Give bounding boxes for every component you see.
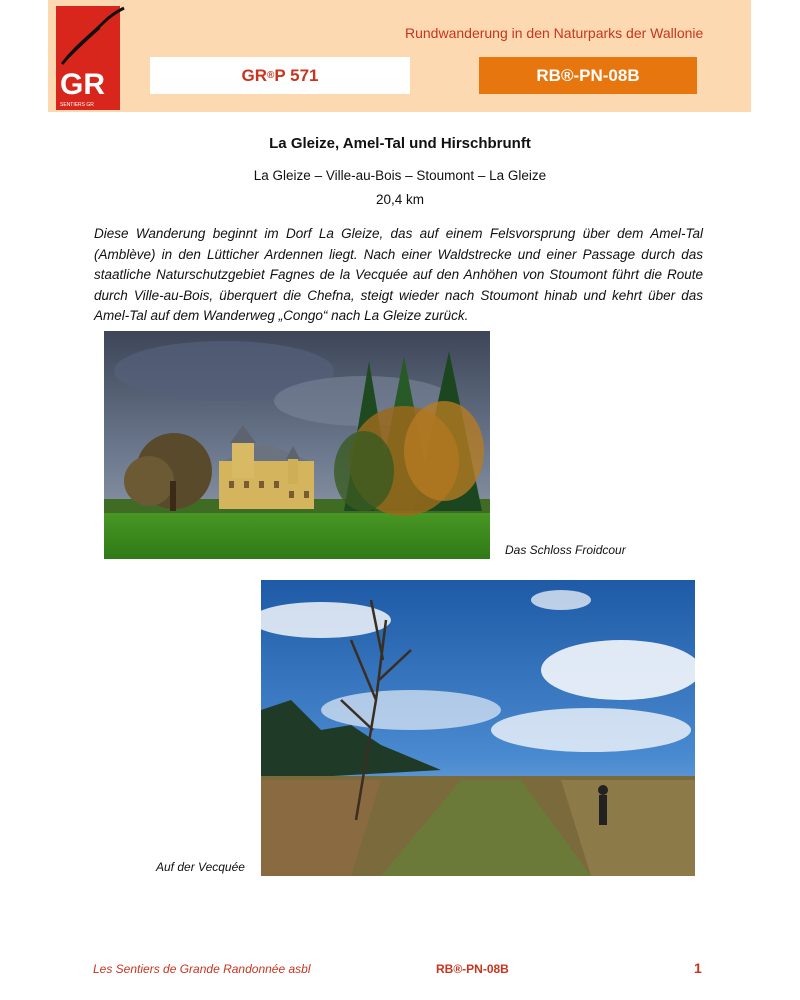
castle-photo [104,331,490,559]
distance: 20,4 km [375,192,425,207]
photo-caption: Auf der Vecquée [156,860,245,874]
intro-paragraph: Diese Wanderung beginnt im Dorf La Gleize, das auf einem Felsvorsprung über dem Amel-Tal (Amblève) in den Lütticher Ardennen liegt. Nach einer Waldstrecke und einer Passage durch das staatliche Naturschutzgebiet Fagnes de la Vecquée auf den Anhöhen von Stoumont führt die Route durch Ville-au-Bois, überquert die Chefna, steigt wieder nach Stoumont hinab und kehrt über das Amel-Tal auf dem Wanderweg „Congo“ nach La Gleize zurück. [94,226,703,323]
page-number: 1 [694,960,702,976]
trail-code-suffix: P 571 [274,65,319,85]
route-reference: RB®-PN-08B [536,65,640,85]
svg-text:SENTIERS GR: SENTIERS GR [60,102,94,108]
footer-organization: Les Sentiers de Grande Randonnée asbl [93,962,311,976]
footer-reference: RB®-PN-08B [436,962,509,976]
trail-code-box [150,57,410,94]
photo-caption: Das Schloss Froidcour [505,543,626,557]
header-tagline: Rundwanderung in den Naturparks der Wallonie [405,25,704,41]
trail-code-prefix: GR [241,65,267,85]
gr-logo [56,6,126,110]
route-line: La Gleize – Ville-au-Bois – Stoumont – La Gleize [253,168,547,183]
trail-code-registered-mark: ® [267,70,275,81]
header-band [48,0,751,112]
page-title: La Gleize, Amel-Tal und Hirschbrunft [269,135,531,152]
route-reference-box [479,57,697,94]
svg-text:GR: GR [60,68,105,101]
heath-photo [261,580,695,876]
